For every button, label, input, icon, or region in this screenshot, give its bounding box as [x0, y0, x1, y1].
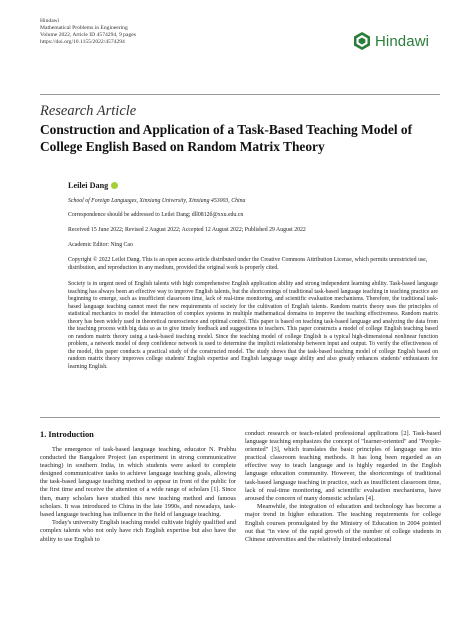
journal-name: Mathematical Problems in Engineering — [40, 25, 128, 31]
correspondence: Correspondence should be addressed to Leilei Dang; dll0812б@xxu.edu.cn — [68, 212, 244, 218]
hindawi-logo-icon — [352, 31, 372, 51]
volume-line: Volume 2022, Article ID 4574294, 9 pages — [40, 32, 136, 38]
orcid-icon[interactable] — [111, 182, 118, 189]
section-heading-introduction: 1. Introduction — [40, 430, 94, 439]
hindawi-logo-text: Hindawi — [375, 32, 430, 50]
paragraph: conduct research or teach-related professional applications [2]. Task-based language teaching emphasizes the concept of "learner-oriented" and "People-oriented" [3], which translates the basic principles of language use into practical classroom teaching methods. It has long been regarded as an effective way to teach language and is highly regarded in the English language education community. However, the shortcomings of traditional task-based language teaching in practice, such as insufficient classroom time, lack of real-time monitoring, and scientific evaluation mechanisms, have aroused the concern of many domestic scholars [4]. — [245, 430, 441, 502]
paragraph: Today's university English teaching model cultivate highly qualified and complex talents who not only have rich English expertise but also have the ability to use English to — [40, 519, 236, 543]
author-line — [68, 181, 118, 190]
affiliation: School of Foreign Languages, Xinxiang University, Xinxiang 453003, China — [68, 198, 246, 204]
copyright-notice: Copyright © 2022 Leilei Dang. This is an open access article distributed under the Creative Commons Attribution License, which permits unrestricted use, distribution, and reproduction in any medium, provided the original work is properly cited. — [68, 257, 428, 271]
body-column-right — [245, 430, 441, 544]
journal-header — [40, 18, 136, 46]
author-name[interactable]: Leilei Dang — [68, 181, 109, 190]
article-type: Research Article — [40, 103, 137, 119]
header-divider — [40, 94, 440, 95]
hindawi-logo — [352, 31, 429, 51]
paragraph: The emergence of task-based language teaching, educator N. Prabhu conducted the Bangalore Project (an experiment in strong communicative teaching) in southern India, in which students were asked to complete designed communicative tasks to achieve language teaching goals, allowing the task-based language teaching method to appear in front of the public for the first time and receive the attention of a wide range of scholars [1]. Since then, many scholars have studied this new teaching method and famous scholars. It was introduced to China in the late 1990s, and nowadays, task-based language teaching has influence in the field of language teaching. — [40, 446, 236, 518]
academic-editor: Academic Editor: Ning Cao — [68, 242, 133, 248]
article-title: Construction and Application of a Task-Based Teaching Model of College English Based on Random Matrix Theory — [40, 122, 413, 154]
abstract: Society is in urgent need of English talents with high comprehensive English application ability and strong independent learning ability. Task-based language teaching has always been an effective way to improve English talents, but the shortcomings of traditional task-based language teaching in teaching practice are beginning to emerge, such as insufficient classroom time, lack of real-time monitoring, and scientific evaluation mechanisms. Therefore, the traditional task-based language teaching cannot meet the new requirements of society for the cultivation of English talents. Random matrix theory uses the principles of statistical mechanics to model the interaction of complex systems in multiple mathematical domains to improve the teaching effectiveness. Random matrix theory has been widely used in theoretical neuroscience and optimal control. This paper is based on teaching task-based language and analyzing the data from the teaching process with big data so as to give timely feedback and suggestions to teachers. This paper constructs a model of college English teaching based on random matrix theory using a task-based teaching model. Since the teaching model of college English is a typical high-dimensional nonlinear function problem, a network model of deep confidence network is used to determine the implicit relationship between input and output. To verify the effectiveness of the model, this paper conducts a practical study of the constructed model. The study shows that the task-based teaching model of college English based on random matrix theory improves college students' English expertise and English language usage ability and also greatly enhances students' enthusiasm for learning English. — [68, 281, 438, 370]
paragraph: Meanwhile, the integration of education and technology has become a major trend in higher education. The teaching requirements for college English courses promulgated by the Ministry of Education in 2004 pointed out that "in view of the rapid growth of the number of college students in Chinese universities and the relatively limited educational — [245, 503, 441, 543]
publisher-name: Hindawi — [40, 18, 60, 24]
doi-link[interactable]: https://doi.org/10.1155/2022/4574294 — [40, 39, 125, 45]
publication-dates: Received 15 June 2022; Revised 2 August 2022; Accepted 12 August 2022; Published 29 August 2022 — [68, 227, 306, 233]
body-column-left — [40, 446, 236, 544]
abstract-divider — [40, 417, 440, 418]
